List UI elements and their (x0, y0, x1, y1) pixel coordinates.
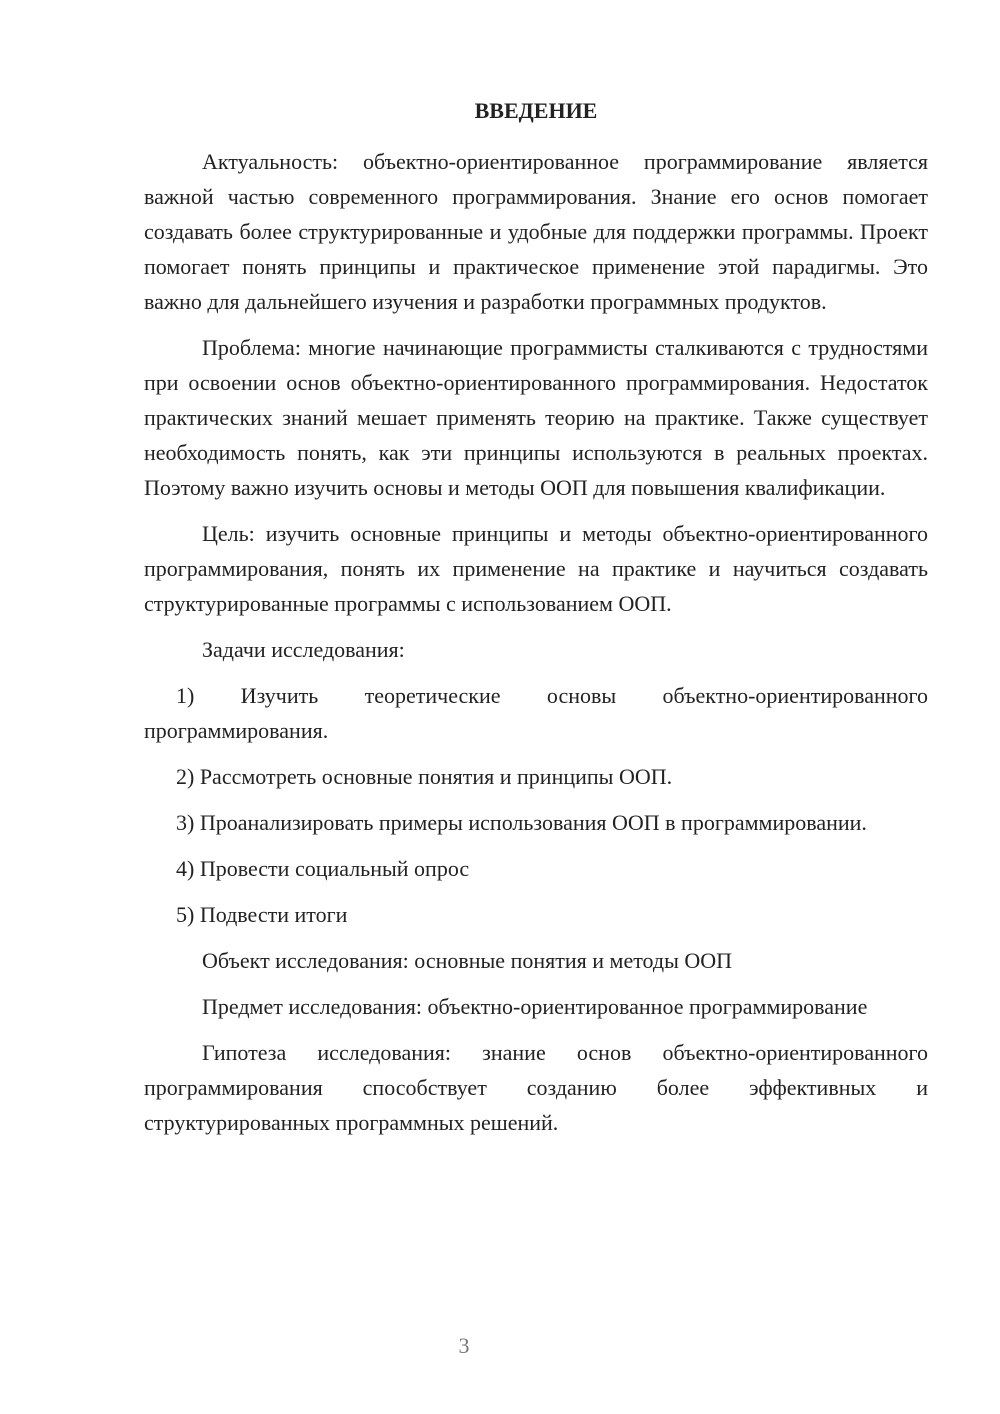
task-item-1: 1) Изучить теоретические основы объектно-ориентированного программирования. (144, 683, 928, 743)
task-item-5: 5) Подвести итоги (176, 902, 348, 927)
tasks-heading: Задачи исследования: (202, 637, 405, 662)
document-page (144, 96, 928, 1151)
paragraph-hypothesis: Гипотеза исследования: знание основ объектно-ориентированного программирования способствует созданию более эффективных и структурированных программных решений. (144, 1040, 928, 1135)
paragraph-object: Объект исследования: основные понятия и методы ООП (202, 948, 733, 973)
task-item-4: 4) Провести социальный опрос (176, 856, 470, 881)
paragraph-goal: Цель: изучить основные принципы и методы объектно-ориентированного программирования, понять их применение на практике и научиться создавать структурированные программы с использованием ООП. (144, 521, 928, 616)
task-item-2: 2) Рассмотреть основные понятия и принципы ООП. (176, 764, 673, 789)
paragraph-subject: Предмет исследования: объектно-ориентированное программирование (202, 994, 868, 1019)
task-item-3: 3) Проанализировать примеры использования ООП в программировании. (176, 810, 867, 835)
paragraph-relevance: Актуальность: объектно-ориентированное программирование является важной частью современного программирования. Знание его основ помогает создавать более структурированные и удобные для поддержки программы. Проект помогает понять принципы и практическое применение этой парадигмы. Это важно для дальнейшего изучения и разработки программных продуктов. (144, 149, 928, 314)
page-number: 3 (458, 1333, 470, 1358)
section-title: ВВЕДЕНИЕ (474, 98, 598, 123)
paragraph-problem: Проблема: многие начинающие программисты сталкиваются с трудностями при освоении основ объектно-ориентированного программирования. Недостаток практических знаний мешает применять теорию на практике. Также существует необходимость понять, как эти принципы используются в реальных проектах. Поэтому важно изучить основы и методы ООП для повышения квалификации. (144, 335, 928, 500)
